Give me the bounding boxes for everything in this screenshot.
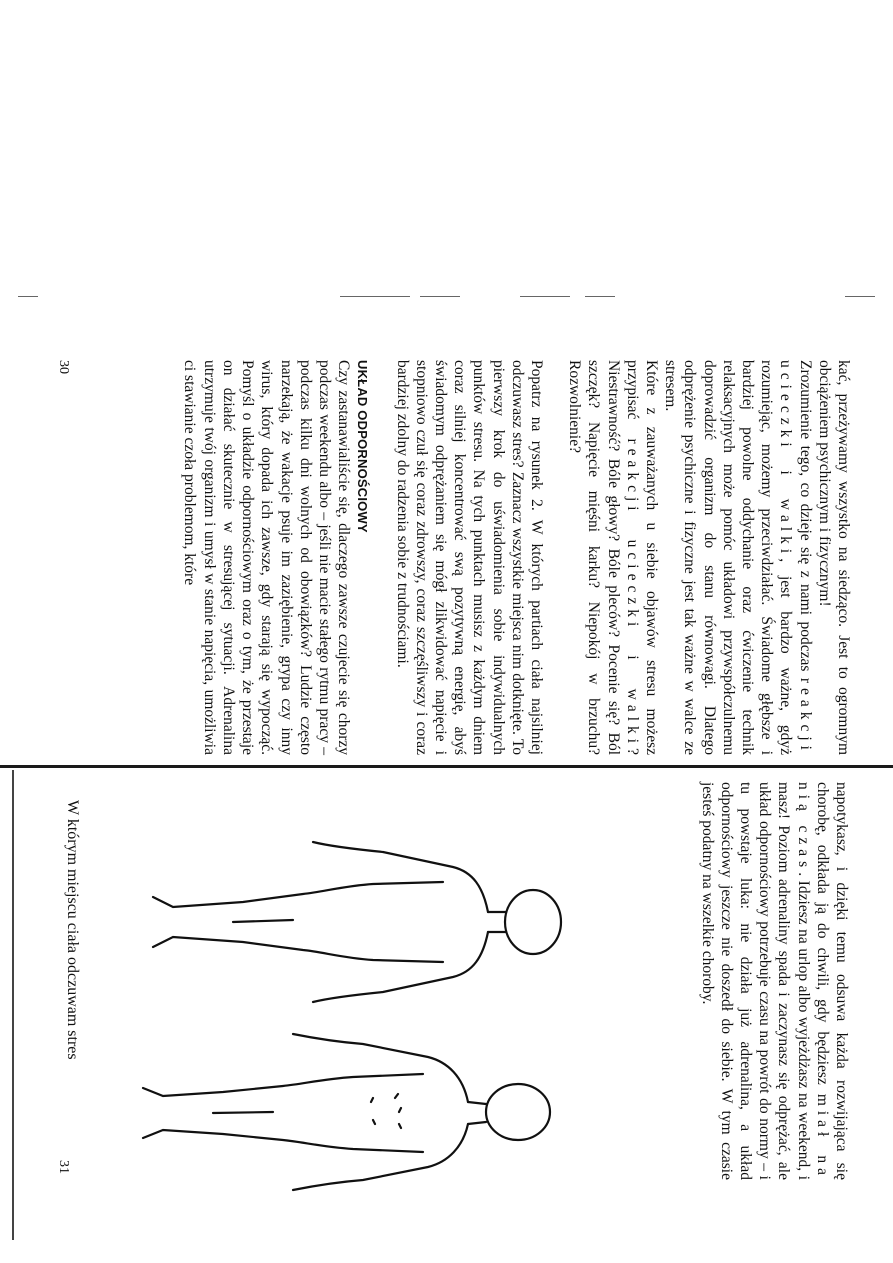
head-outline bbox=[486, 1084, 550, 1140]
body-outline-figure bbox=[113, 812, 613, 1212]
spine-marks bbox=[371, 1094, 401, 1128]
paragraph: Czy zastanawialiście się, dlaczego zawsze czujecie się chorzy podczas weekendu albo – jeśli nie macie stałego rytmu pracy – podczas kilku dni wolnych od obowiązków? Ludzie często narzekają, że wakacje psuje im zaziębienie, grypa czy inny wirus, który dopada ich zawsze, gdy starają się wypocząć. Pomyśl o układzie odpornościowym oraz o tym, że przestaje on działać skutecznie w stresującej sytuacji. Adrenalina utrzymuje twój organizm i umysł w stanie napięcia, umożliwia ci stawianie czoła problemom, które bbox=[181, 360, 353, 755]
neck-outline bbox=[488, 912, 506, 932]
torso-legs-outline bbox=[143, 1074, 423, 1152]
arms-outline bbox=[293, 1034, 468, 1190]
paragraph: Zrozumienie tego, co dzieje się z nami podczas reakcji ucieczki i walki, jest bardzo ważne, gdyż rozumiejąc, możemy przeciwdziałać. Świadome głębsze i bardziej powolne oddychanie oraz ćwiczenie technik relaksacyjnych może pomóc układowi przywspółczulnemu doprowadzić organizm do stanu równowagi. Dlatego odprężenie psychiczne i fizyczne jest tak ważne w walce ze stresem. bbox=[662, 360, 814, 755]
figure-caption: W którym miejscu ciała odczuwam stres bbox=[64, 800, 81, 1060]
paragraph: kać, przeżywamy wszystko na siedząco. Jest to ogromnym obciążeniem psychicznym i fizycznym! bbox=[815, 360, 852, 755]
paragraph: napotykasz, i dzięki temu odsuwa każda rozwijająca się chorobę, odkłada ją do chwili, gdy będziesz miał na nią czas. Idziesz na urlop albo wyjeżdżasz na weekend, i masz! Poziom adrenaliny spada i zaczynasz się odprężać, ale układ odpornościowy potrzebuje czasu na powrót do normy – i tu powstaje luka: nie działa już adrenalina, a układ odpornościowy jeszcze nie doszedł do siebie. W tym czasie jesteś podatny na wszelkie choroby. bbox=[698, 782, 850, 1181]
leg-gap bbox=[233, 920, 293, 922]
page-number: 30 bbox=[56, 360, 71, 374]
leg-gap bbox=[213, 1112, 273, 1113]
head-outline bbox=[505, 890, 561, 954]
arms-outline bbox=[313, 842, 488, 1002]
neck-outline bbox=[468, 1102, 486, 1124]
right-page-text bbox=[697, 782, 851, 1180]
left-page-text bbox=[180, 360, 853, 755]
paragraph: Popatrz na rysunek 2. W których partiach ciała najsilniej odczuwasz stres? Zaznacz wszystkie miejsca nim dotknięte. To pierwszy krok do uświadomienia sobie indywidualnych punktów stresu. Na tych punktach musisz z każdym dniem coraz silniej koncentrować swą pozytywną energię, abyś świadomym odprężaniem się mógł zlikwidować napięcie i stopniowo czuł się coraz zdrowszy, coraz szczęśliwszy i coraz bardziej zdolny do radzenia sobie z trudnościami. bbox=[393, 360, 545, 755]
page-number: 31 bbox=[56, 1160, 71, 1174]
torso-legs-outline bbox=[153, 882, 443, 962]
paragraph: Które z zauważanych u siebie objawów stresu możesz przypisać reakcji ucieczki i walki? Niestrawność? Bóle głowy? Bóle pleców? Pocenie się? Ból szczęk? Napięcie mięśni karku? Niepokój w brzuchu? Rozwolnienie? bbox=[566, 360, 660, 755]
section-heading: UKŁAD ODPORNOŚCIOWY bbox=[355, 360, 371, 533]
